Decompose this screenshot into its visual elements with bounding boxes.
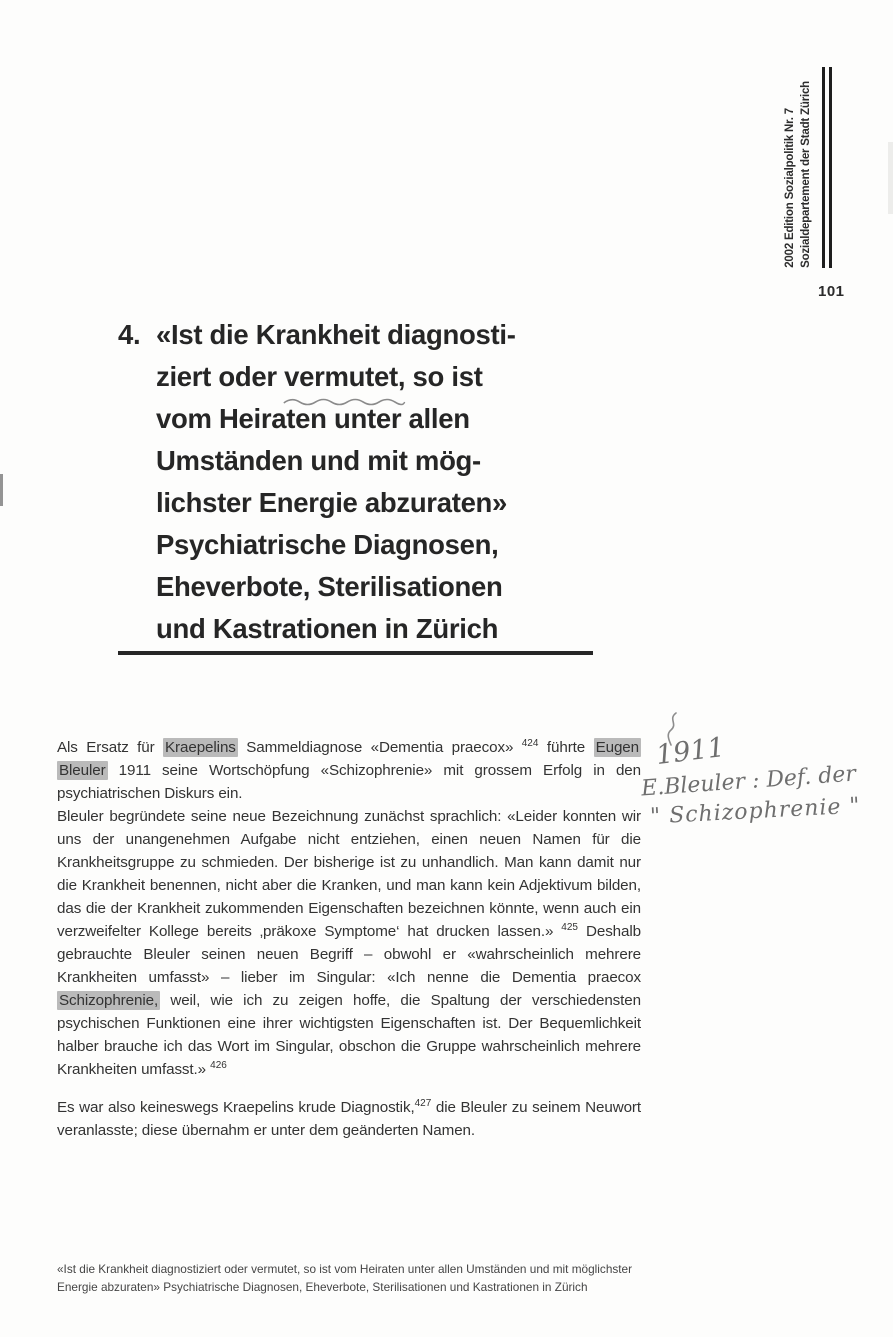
paragraph-2 — [57, 805, 641, 1081]
scan-edge-artifact — [888, 142, 893, 214]
highlighted-text: Kraepelins — [165, 739, 236, 756]
margin-annotation-year: 1911 — [654, 731, 727, 772]
text-run: 1911 seine Wortschöpfung «Schizophrenie» mit grossem Erfolg in den psychiatrischen Diskurs ein. — [57, 762, 641, 802]
highlighted-text: Schizophrenie, — [59, 992, 159, 1009]
body-text — [57, 736, 641, 1142]
text-run: Bleuler begründete seine neue Bezeichnung zunächst sprachlich: «Leider konnten wir uns der unangenehmen Aufgabe nicht entziehen, einen neuen Namen für die Krankheitsgruppe zu schmieden. Der bisherige ist zu unhandlich. Man kann damit nur die Krankheit benennen, nicht aber die Kranken, und man kann kein Adjektivum bilden, das die der Krankheit zukommenden Eigenschaften bezeichnen könnte, wenn auch ein verzweifelter Kollege bereits ‚präkoxe Symptome‘ hat drucken lassen.» — [57, 808, 641, 940]
running-footer — [57, 1261, 632, 1296]
imprint-line-2: Sozialdepartement der Stadt Zürich — [800, 81, 812, 268]
heading-line-3: vom Heiraten unter allen — [156, 403, 470, 434]
chapter-heading — [118, 314, 516, 650]
heading-line-6: Psychiatrische Diagnosen, — [156, 529, 499, 560]
page-number: 101 — [818, 283, 845, 300]
heading-line-2-pre: ziert oder — [156, 361, 285, 392]
imprint-double-rule — [822, 67, 832, 268]
wavy-underline-icon — [282, 396, 406, 406]
heading-line-2-wavy-word: vermutet, — [284, 361, 406, 392]
heading-line-2 — [156, 356, 516, 398]
text-run: Es war also keineswegs Kraepelins krude Diagnostik, — [57, 1099, 415, 1116]
text-run: Sammeldiagnose «Dementia praecox» — [237, 739, 522, 756]
text-run: Als Ersatz für — [57, 739, 164, 756]
text-run: führte — [538, 739, 594, 756]
imprint-line-1: 2002 Edition Sozialpolitik Nr. 7 — [784, 108, 796, 268]
footnote-ref: 425 — [561, 921, 578, 933]
footer-line-2: Energie abzuraten» Psychiatrische Diagnosen, Eheverbote, Sterilisationen und Kastrationen in Zürich — [57, 1279, 588, 1294]
margin-annotation-text-1: E.Bleuler : Def. der — [640, 761, 857, 802]
footer-line-1: «Ist die Krankheit diagnostiziert oder vermutet, so ist vom Heiraten unter allen Umständen und mit möglichster — [57, 1262, 633, 1276]
heading-line-5: lichster Energie abzuraten» — [156, 487, 508, 518]
text-run: die Bleuler zu seinem Neuwort veranlasste; diese übernahm er unter dem geänderten Namen. — [57, 1099, 642, 1139]
chapter-number: 4. — [118, 319, 141, 350]
heading-line-8: und Kastrationen in Zürich — [156, 613, 499, 644]
paragraph-3 — [57, 1096, 641, 1142]
margin-scan-mark — [0, 474, 3, 506]
highlighted-text: Eugen Bleuler — [59, 739, 639, 779]
margin-annotation-text-2: " Schizophrenie " — [649, 793, 862, 830]
heading-rule — [118, 651, 593, 655]
heading-line-4: Umständen und mit mög- — [156, 445, 481, 476]
edition-imprint-vertical — [784, 81, 812, 268]
heading-line-2-post: so ist — [405, 361, 483, 392]
text-run: Deshalb gebrauchte Bleuler seinen neuen Begriff – obwohl er «wahrscheinlich mehrere Krankheiten umfasst» – lieber im Singular: «Ich nenne die Dementia praecox — [57, 923, 641, 986]
text-run: weil, wie ich zu zeigen hoffe, die Spaltung der verschiedensten psychischen Funktionen eine ihrer wichtigsten Eigenschaften ist. Der Bequemlichkeit halber brauche ich das Wort im Singular, obschon die Gruppe wahrscheinlich mehrere Krankheiten umfasst.» — [57, 992, 641, 1078]
footnote-ref: 424 — [521, 737, 539, 749]
heading-word-underlined — [284, 356, 405, 398]
paragraph-1 — [57, 736, 641, 805]
heading-line-7: Eheverbote, Sterilisationen — [156, 571, 503, 602]
heading-line-1: «Ist die Krankheit diagnosti- — [156, 319, 516, 350]
footnote-ref: 426 — [210, 1059, 227, 1071]
chapter-heading-lines — [156, 314, 516, 650]
footnote-ref: 427 — [414, 1097, 432, 1109]
